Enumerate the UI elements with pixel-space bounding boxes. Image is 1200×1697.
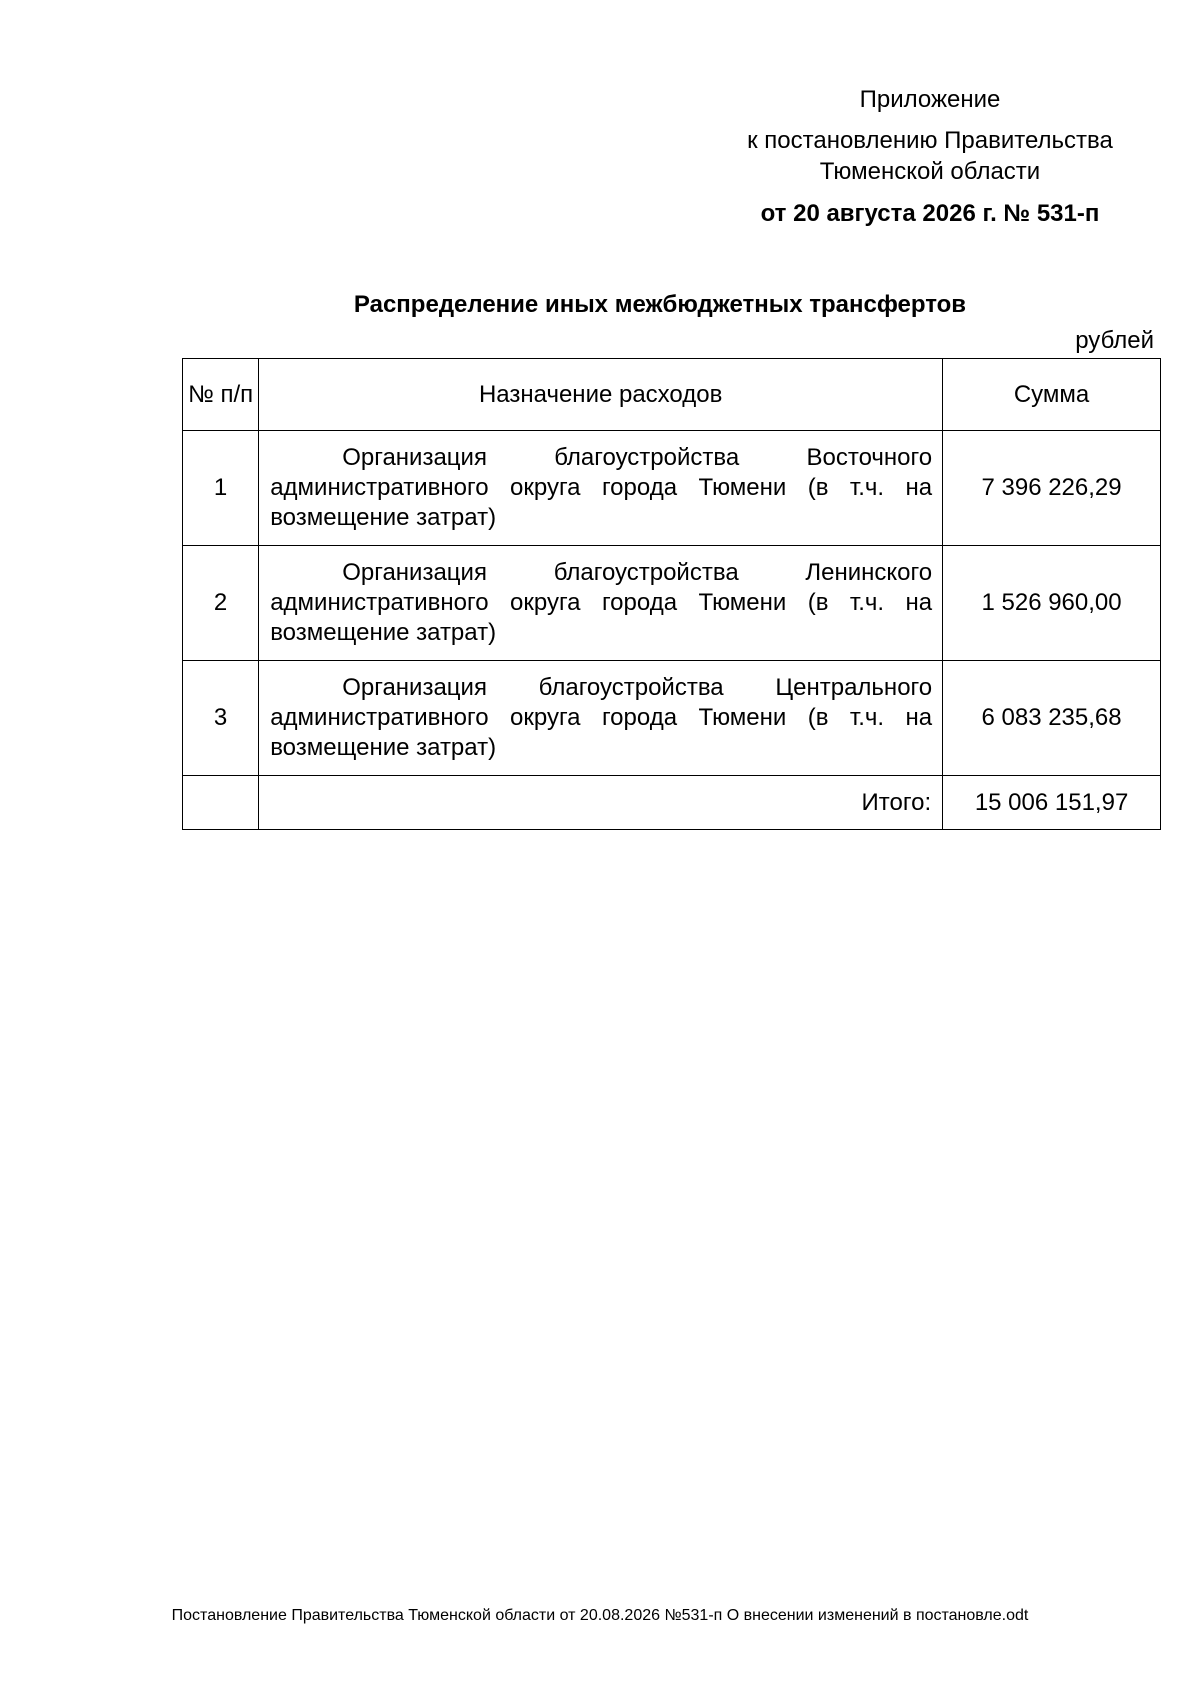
row-purpose-cell (259, 661, 943, 776)
document-footer: Постановление Правительства Тюменской области от 20.08.2026 №531-п О внесении изменений в постановле.odt (171, 1607, 1029, 1624)
appendix-title: Приложение (859, 86, 1001, 113)
total-sum: 15 006 151,97 (943, 776, 1161, 830)
row-number: 3 (183, 661, 259, 776)
appendix-region: Тюменской области (819, 158, 1041, 185)
table-row (183, 661, 1161, 776)
row-purpose: Организация благоустройства Центрального административного округа города Тюмени (в т.ч. на возмещение затрат) (270, 674, 933, 761)
currency-unit: рублей (1075, 327, 1154, 354)
header-number: № п/п (183, 359, 259, 431)
row-sum: 6 083 235,68 (943, 661, 1161, 776)
row-purpose-cell (259, 431, 943, 546)
table-row (183, 431, 1161, 546)
total-empty-cell (183, 776, 259, 830)
row-sum: 1 526 960,00 (943, 546, 1161, 661)
row-purpose: Организация благоустройства Ленинского административного округа города Тюмени (в т.ч. на возмещение затрат) (270, 559, 933, 646)
header-sum: Сумма (943, 359, 1161, 431)
table-row (183, 546, 1161, 661)
table-header-row (183, 359, 1161, 431)
transfers-table (182, 358, 1161, 830)
appendix-date-number: от 20 августа 2026 г. № 531-п (760, 200, 1100, 227)
row-purpose: Организация благоустройства Восточного административного округа города Тюмени (в т.ч. на возмещение затрат) (270, 444, 933, 531)
row-sum: 7 396 226,29 (943, 431, 1161, 546)
total-label: Итого: (259, 776, 943, 830)
appendix-header (690, 84, 1170, 229)
table-total-row (183, 776, 1161, 830)
row-purpose-cell (259, 546, 943, 661)
appendix-resolution-ref: к постановлению Правительства (747, 127, 1113, 154)
row-number: 2 (183, 546, 259, 661)
document-title: Распределение иных межбюджетных трансфертов (353, 291, 967, 318)
row-number: 1 (183, 431, 259, 546)
header-purpose: Назначение расходов (259, 359, 943, 431)
